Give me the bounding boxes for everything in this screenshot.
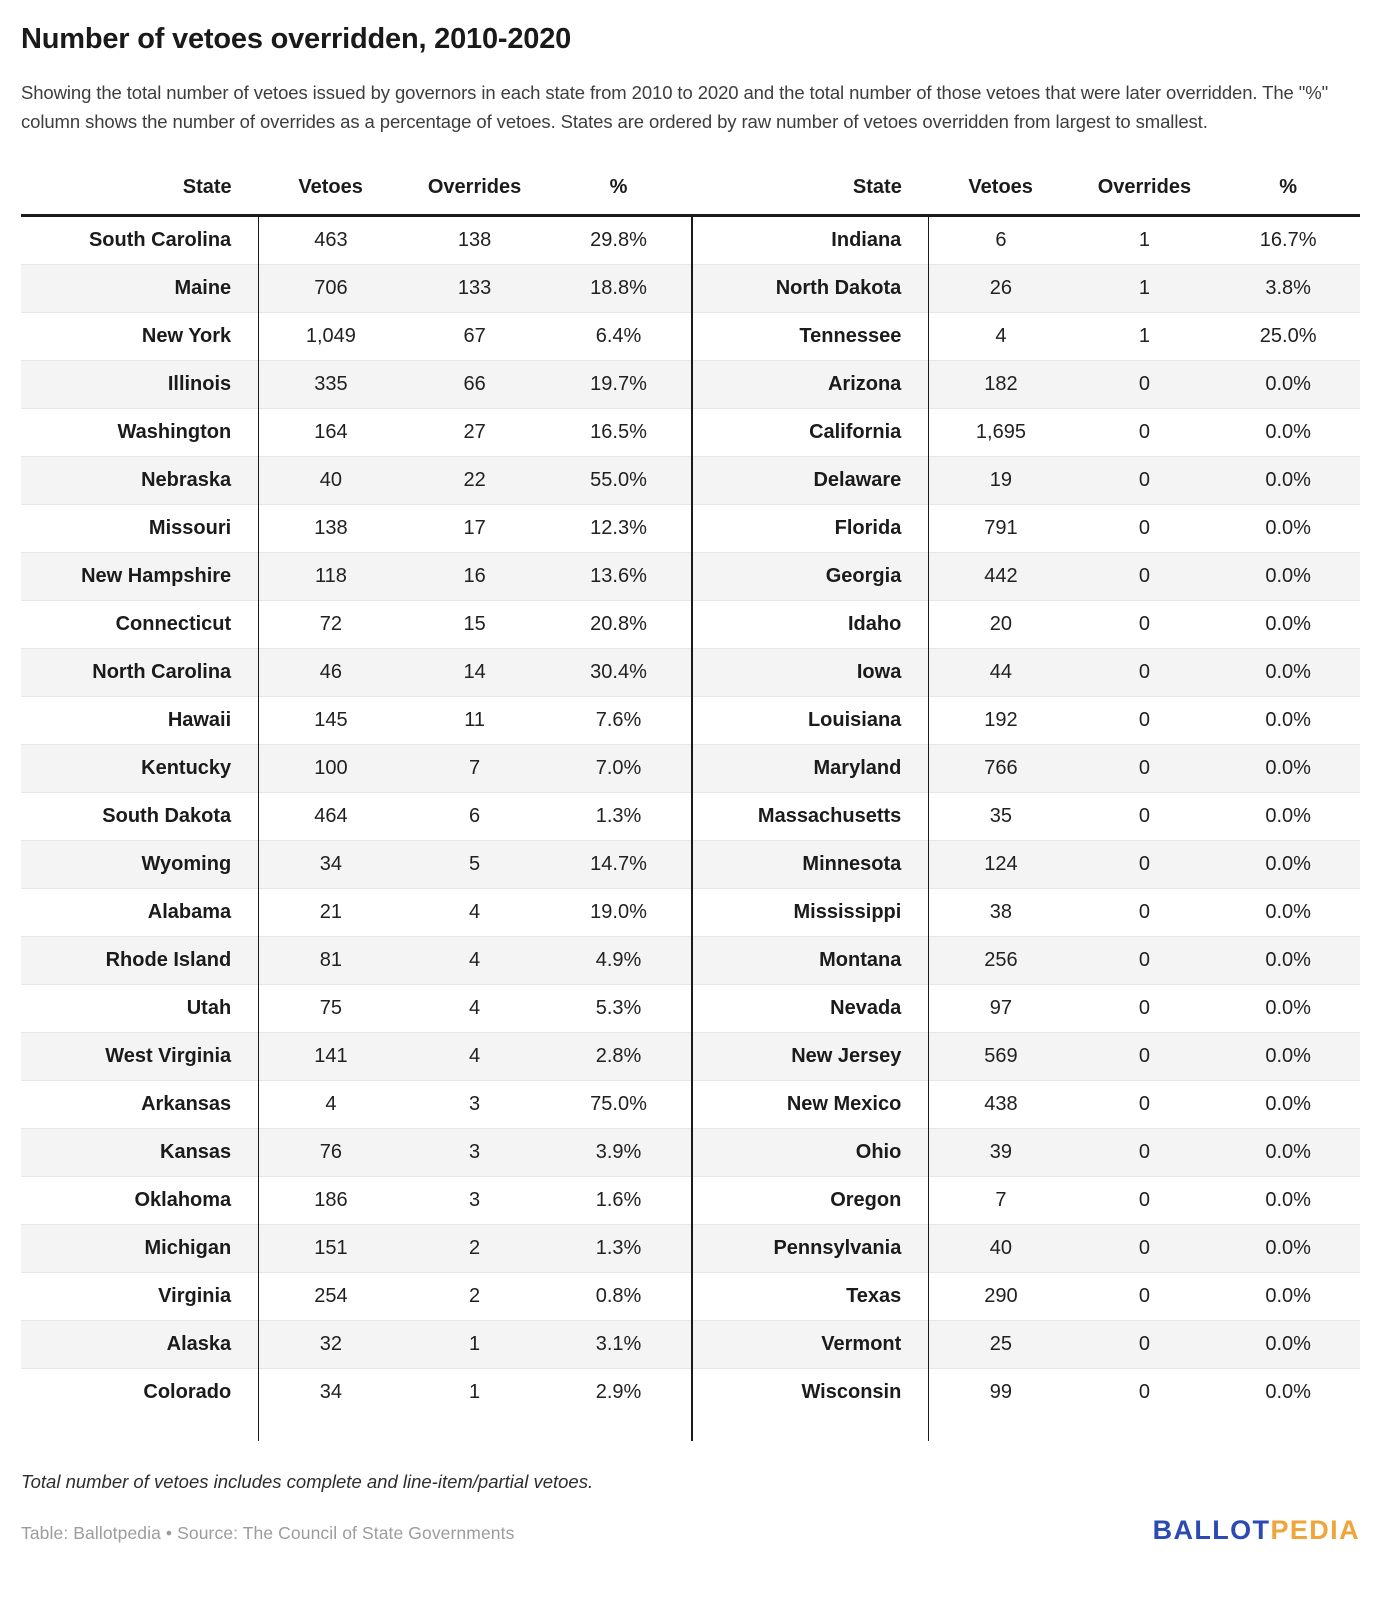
cell-vetoes: 569: [929, 1033, 1073, 1081]
cell-state: South Dakota: [21, 793, 259, 841]
cell-overrides: 11: [403, 697, 547, 745]
description: Showing the total number of vetoes issued by governors in each state from 2010 to 2020 and the total number of those vetoes that were later overridden. The "%" column shows the number of overrides as a percentage of vetoes. States are ordered by raw number of vetoes overridden from largest to smallest.: [21, 82, 1329, 132]
table-row: [692, 265, 1361, 313]
cell-pct: 55.0%: [547, 457, 691, 505]
cell-state: New York: [21, 313, 259, 361]
cell-vetoes: 39: [929, 1129, 1073, 1177]
cell-vetoes: 791: [929, 505, 1073, 553]
cell-state: Massachusetts: [692, 793, 929, 841]
cell-vetoes: 124: [929, 841, 1073, 889]
cell-overrides: 0: [1073, 1321, 1217, 1369]
table-row: [21, 553, 691, 601]
table-row: [21, 1369, 691, 1417]
spacer-cell: [929, 1416, 1073, 1441]
cell-vetoes: 706: [259, 265, 403, 313]
cell-vetoes: 44: [929, 649, 1073, 697]
spacer-cell: [692, 1416, 929, 1441]
cell-state: Kansas: [21, 1129, 259, 1177]
cell-pct: 0.0%: [1216, 937, 1360, 985]
cell-vetoes: 182: [929, 361, 1073, 409]
cell-vetoes: 151: [259, 1225, 403, 1273]
page-title: Number of vetoes overridden, 2010-2020: [21, 23, 572, 55]
cell-overrides: 0: [1073, 697, 1217, 745]
cell-pct: 14.7%: [547, 841, 691, 889]
cell-vetoes: 34: [259, 1369, 403, 1417]
cell-pct: 3.1%: [547, 1321, 691, 1369]
cell-pct: 16.5%: [547, 409, 691, 457]
cell-overrides: 15: [403, 601, 547, 649]
cell-overrides: 3: [403, 1081, 547, 1129]
spacer-cell: [259, 1416, 403, 1441]
cell-overrides: 6: [403, 793, 547, 841]
table-row: [692, 745, 1361, 793]
cell-state: Virginia: [21, 1273, 259, 1321]
table-bottom-spacer: [692, 1416, 1361, 1441]
table-row: [692, 313, 1361, 361]
cell-pct: 5.3%: [547, 985, 691, 1033]
cell-overrides: 0: [1073, 553, 1217, 601]
tables-container: [21, 164, 1360, 1441]
cell-overrides: 2: [403, 1273, 547, 1321]
cell-pct: 1.3%: [547, 793, 691, 841]
cell-state: Arkansas: [21, 1081, 259, 1129]
cell-vetoes: 97: [929, 985, 1073, 1033]
cell-state: Rhode Island: [21, 937, 259, 985]
cell-vetoes: 7: [929, 1177, 1073, 1225]
table-row: [692, 553, 1361, 601]
cell-overrides: 14: [403, 649, 547, 697]
table-row: [21, 1225, 691, 1273]
cell-vetoes: 72: [259, 601, 403, 649]
cell-state: Wisconsin: [692, 1369, 929, 1417]
cell-pct: 13.6%: [547, 553, 691, 601]
cell-pct: 0.0%: [1216, 409, 1360, 457]
table-row: [692, 1225, 1361, 1273]
cell-state: Missouri: [21, 505, 259, 553]
table-row: [692, 457, 1361, 505]
cell-vetoes: 118: [259, 553, 403, 601]
cell-vetoes: 290: [929, 1273, 1073, 1321]
table-row: [692, 697, 1361, 745]
cell-vetoes: 138: [259, 505, 403, 553]
cell-overrides: 0: [1073, 649, 1217, 697]
cell-overrides: 0: [1073, 937, 1217, 985]
cell-vetoes: 100: [259, 745, 403, 793]
spacer-cell: [21, 1416, 259, 1441]
cell-overrides: 0: [1073, 1177, 1217, 1225]
cell-overrides: 5: [403, 841, 547, 889]
cell-vetoes: 81: [259, 937, 403, 985]
cell-pct: 0.0%: [1216, 697, 1360, 745]
footer: [21, 1517, 1360, 1544]
cell-overrides: 0: [1073, 409, 1217, 457]
cell-overrides: 22: [403, 457, 547, 505]
cell-overrides: 0: [1073, 841, 1217, 889]
cell-state: Colorado: [21, 1369, 259, 1417]
cell-pct: 0.0%: [1216, 985, 1360, 1033]
cell-pct: 0.0%: [1216, 889, 1360, 937]
column-header-pct: %: [1216, 164, 1360, 216]
cell-vetoes: 256: [929, 937, 1073, 985]
cell-vetoes: 75: [259, 985, 403, 1033]
column-header-overrides: Overrides: [403, 164, 547, 216]
cell-pct: 12.3%: [547, 505, 691, 553]
table-row: [692, 1081, 1361, 1129]
column-header-overrides: Overrides: [1073, 164, 1217, 216]
cell-pct: 0.0%: [1216, 553, 1360, 601]
table-row: [21, 1177, 691, 1225]
veto-table-right: [691, 164, 1361, 1441]
table-row: [692, 409, 1361, 457]
cell-pct: 1.6%: [547, 1177, 691, 1225]
cell-state: Louisiana: [692, 697, 929, 745]
cell-pct: 6.4%: [547, 313, 691, 361]
cell-pct: 0.0%: [1216, 1321, 1360, 1369]
cell-overrides: 3: [403, 1129, 547, 1177]
cell-state: North Carolina: [21, 649, 259, 697]
table-row: [21, 216, 691, 265]
cell-vetoes: 164: [259, 409, 403, 457]
cell-overrides: 0: [1073, 1225, 1217, 1273]
cell-vetoes: 40: [929, 1225, 1073, 1273]
column-header-vetoes: Vetoes: [259, 164, 403, 216]
cell-pct: 2.9%: [547, 1369, 691, 1417]
cell-vetoes: 38: [929, 889, 1073, 937]
table-row: [21, 1081, 691, 1129]
cell-vetoes: 141: [259, 1033, 403, 1081]
cell-overrides: 1: [403, 1321, 547, 1369]
cell-pct: 0.0%: [1216, 841, 1360, 889]
table-row: [21, 697, 691, 745]
cell-pct: 7.6%: [547, 697, 691, 745]
cell-overrides: 4: [403, 985, 547, 1033]
table-row: [21, 361, 691, 409]
header-row: [21, 164, 691, 216]
cell-overrides: 0: [1073, 457, 1217, 505]
table-bottom-spacer: [21, 1416, 691, 1441]
cell-vetoes: 19: [929, 457, 1073, 505]
cell-overrides: 0: [1073, 601, 1217, 649]
cell-pct: 2.8%: [547, 1033, 691, 1081]
cell-state: Illinois: [21, 361, 259, 409]
cell-overrides: 16: [403, 553, 547, 601]
cell-overrides: 0: [1073, 745, 1217, 793]
table-row: [21, 505, 691, 553]
cell-state: Wyoming: [21, 841, 259, 889]
table-row: [21, 649, 691, 697]
cell-overrides: 3: [403, 1177, 547, 1225]
cell-pct: 16.7%: [1216, 216, 1360, 265]
cell-overrides: 0: [1073, 985, 1217, 1033]
ballotpedia-logo: [1153, 1517, 1360, 1544]
cell-state: Utah: [21, 985, 259, 1033]
cell-vetoes: 442: [929, 553, 1073, 601]
table-row: [21, 1273, 691, 1321]
cell-overrides: 4: [403, 1033, 547, 1081]
cell-vetoes: 464: [259, 793, 403, 841]
table-row: [692, 1129, 1361, 1177]
table-row: [692, 841, 1361, 889]
cell-state: Vermont: [692, 1321, 929, 1369]
cell-overrides: 0: [1073, 1273, 1217, 1321]
cell-pct: 4.9%: [547, 937, 691, 985]
table-row: [21, 985, 691, 1033]
cell-vetoes: 99: [929, 1369, 1073, 1417]
table-row: [692, 1033, 1361, 1081]
table-row: [692, 889, 1361, 937]
cell-overrides: 1: [1073, 216, 1217, 265]
table-row: [21, 409, 691, 457]
cell-state: Texas: [692, 1273, 929, 1321]
cell-vetoes: 46: [259, 649, 403, 697]
spacer-cell: [1073, 1416, 1217, 1441]
table-row: [692, 505, 1361, 553]
cell-overrides: 0: [1073, 505, 1217, 553]
cell-vetoes: 20: [929, 601, 1073, 649]
cell-overrides: 0: [1073, 1033, 1217, 1081]
cell-state: Delaware: [692, 457, 929, 505]
column-header-state: State: [21, 164, 259, 216]
cell-pct: 3.8%: [1216, 265, 1360, 313]
cell-vetoes: 6: [929, 216, 1073, 265]
table-row: [21, 313, 691, 361]
veto-table-left: [21, 164, 691, 1441]
cell-vetoes: 192: [929, 697, 1073, 745]
column-header-vetoes: Vetoes: [929, 164, 1073, 216]
cell-pct: 0.0%: [1216, 361, 1360, 409]
cell-pct: 18.8%: [547, 265, 691, 313]
cell-state: Indiana: [692, 216, 929, 265]
cell-pct: 19.7%: [547, 361, 691, 409]
cell-pct: 0.0%: [1216, 457, 1360, 505]
cell-pct: 0.0%: [1216, 649, 1360, 697]
cell-overrides: 0: [1073, 793, 1217, 841]
cell-pct: 75.0%: [547, 1081, 691, 1129]
cell-state: North Dakota: [692, 265, 929, 313]
cell-state: New Mexico: [692, 1081, 929, 1129]
logo-pedia: PEDIA: [1270, 1515, 1360, 1545]
cell-state: Arizona: [692, 361, 929, 409]
table-row: [692, 1321, 1361, 1369]
cell-vetoes: 25: [929, 1321, 1073, 1369]
table-row: [692, 361, 1361, 409]
cell-state: Mississippi: [692, 889, 929, 937]
cell-vetoes: 254: [259, 1273, 403, 1321]
cell-state: Alabama: [21, 889, 259, 937]
cell-overrides: 0: [1073, 361, 1217, 409]
cell-vetoes: 438: [929, 1081, 1073, 1129]
cell-pct: 1.3%: [547, 1225, 691, 1273]
cell-pct: 0.0%: [1216, 1177, 1360, 1225]
table-row: [692, 937, 1361, 985]
table-row: [21, 937, 691, 985]
cell-vetoes: 186: [259, 1177, 403, 1225]
table-row: [21, 601, 691, 649]
table-row: [692, 1369, 1361, 1417]
table-row: [692, 216, 1361, 265]
cell-overrides: 4: [403, 889, 547, 937]
table-row: [21, 1033, 691, 1081]
cell-pct: 29.8%: [547, 216, 691, 265]
cell-vetoes: 335: [259, 361, 403, 409]
cell-vetoes: 766: [929, 745, 1073, 793]
cell-pct: 0.0%: [1216, 1081, 1360, 1129]
cell-state: New Jersey: [692, 1033, 929, 1081]
cell-vetoes: 1,695: [929, 409, 1073, 457]
cell-state: Oklahoma: [21, 1177, 259, 1225]
cell-pct: 0.8%: [547, 1273, 691, 1321]
cell-state: Iowa: [692, 649, 929, 697]
cell-pct: 19.0%: [547, 889, 691, 937]
logo-ballot: BALLOT: [1152, 1515, 1271, 1545]
table-row: [21, 841, 691, 889]
cell-state: Idaho: [692, 601, 929, 649]
cell-overrides: 1: [403, 1369, 547, 1417]
cell-overrides: 2: [403, 1225, 547, 1273]
cell-state: Tennessee: [692, 313, 929, 361]
table-row: [21, 1129, 691, 1177]
cell-overrides: 67: [403, 313, 547, 361]
cell-overrides: 4: [403, 937, 547, 985]
cell-vetoes: 76: [259, 1129, 403, 1177]
table-row: [21, 265, 691, 313]
cell-state: South Carolina: [21, 216, 259, 265]
cell-overrides: 0: [1073, 1081, 1217, 1129]
cell-pct: 30.4%: [547, 649, 691, 697]
spacer-cell: [1216, 1416, 1360, 1441]
cell-pct: 0.0%: [1216, 1033, 1360, 1081]
cell-vetoes: 35: [929, 793, 1073, 841]
cell-pct: 3.9%: [547, 1129, 691, 1177]
cell-pct: 0.0%: [1216, 601, 1360, 649]
spacer-cell: [403, 1416, 547, 1441]
cell-state: Alaska: [21, 1321, 259, 1369]
cell-state: Maryland: [692, 745, 929, 793]
cell-state: Kentucky: [21, 745, 259, 793]
cell-state: California: [692, 409, 929, 457]
cell-state: Washington: [21, 409, 259, 457]
cell-state: Hawaii: [21, 697, 259, 745]
cell-state: Florida: [692, 505, 929, 553]
cell-state: Montana: [692, 937, 929, 985]
header-row: [692, 164, 1361, 216]
cell-overrides: 0: [1073, 1369, 1217, 1417]
credit-line: Table: Ballotpedia • Source: The Council of State Governments: [21, 1523, 515, 1543]
cell-state: Ohio: [692, 1129, 929, 1177]
cell-vetoes: 21: [259, 889, 403, 937]
cell-vetoes: 145: [259, 697, 403, 745]
table-row: [692, 649, 1361, 697]
cell-overrides: 138: [403, 216, 547, 265]
table-row: [692, 793, 1361, 841]
footnote: Total number of vetoes includes complete and line-item/partial vetoes.: [21, 1471, 594, 1492]
table-row: [21, 745, 691, 793]
cell-pct: 25.0%: [1216, 313, 1360, 361]
cell-pct: 0.0%: [1216, 1225, 1360, 1273]
cell-state: Minnesota: [692, 841, 929, 889]
cell-state: Maine: [21, 265, 259, 313]
cell-overrides: 133: [403, 265, 547, 313]
spacer-cell: [547, 1416, 691, 1441]
cell-vetoes: 26: [929, 265, 1073, 313]
cell-pct: 20.8%: [547, 601, 691, 649]
cell-overrides: 17: [403, 505, 547, 553]
table-row: [21, 1321, 691, 1369]
cell-overrides: 1: [1073, 265, 1217, 313]
table-row: [692, 1177, 1361, 1225]
cell-state: Connecticut: [21, 601, 259, 649]
cell-vetoes: 40: [259, 457, 403, 505]
cell-state: Georgia: [692, 553, 929, 601]
table-row: [692, 601, 1361, 649]
column-header-state: State: [692, 164, 929, 216]
cell-state: New Hampshire: [21, 553, 259, 601]
cell-overrides: 1: [1073, 313, 1217, 361]
cell-pct: 0.0%: [1216, 793, 1360, 841]
cell-state: Michigan: [21, 1225, 259, 1273]
cell-overrides: 66: [403, 361, 547, 409]
cell-pct: 0.0%: [1216, 505, 1360, 553]
table-row: [21, 889, 691, 937]
cell-state: Nevada: [692, 985, 929, 1033]
cell-vetoes: 4: [929, 313, 1073, 361]
cell-overrides: 0: [1073, 1129, 1217, 1177]
cell-vetoes: 1,049: [259, 313, 403, 361]
table-row: [692, 1273, 1361, 1321]
cell-pct: 0.0%: [1216, 1369, 1360, 1417]
cell-state: Pennsylvania: [692, 1225, 929, 1273]
cell-vetoes: 463: [259, 216, 403, 265]
cell-pct: 0.0%: [1216, 745, 1360, 793]
table-row: [21, 793, 691, 841]
cell-pct: 0.0%: [1216, 1273, 1360, 1321]
cell-overrides: 0: [1073, 889, 1217, 937]
table-row: [21, 457, 691, 505]
column-header-pct: %: [547, 164, 691, 216]
cell-state: Oregon: [692, 1177, 929, 1225]
cell-pct: 0.0%: [1216, 1129, 1360, 1177]
cell-vetoes: 32: [259, 1321, 403, 1369]
cell-state: Nebraska: [21, 457, 259, 505]
cell-overrides: 7: [403, 745, 547, 793]
cell-state: West Virginia: [21, 1033, 259, 1081]
cell-vetoes: 4: [259, 1081, 403, 1129]
cell-pct: 7.0%: [547, 745, 691, 793]
cell-overrides: 27: [403, 409, 547, 457]
cell-vetoes: 34: [259, 841, 403, 889]
table-row: [692, 985, 1361, 1033]
